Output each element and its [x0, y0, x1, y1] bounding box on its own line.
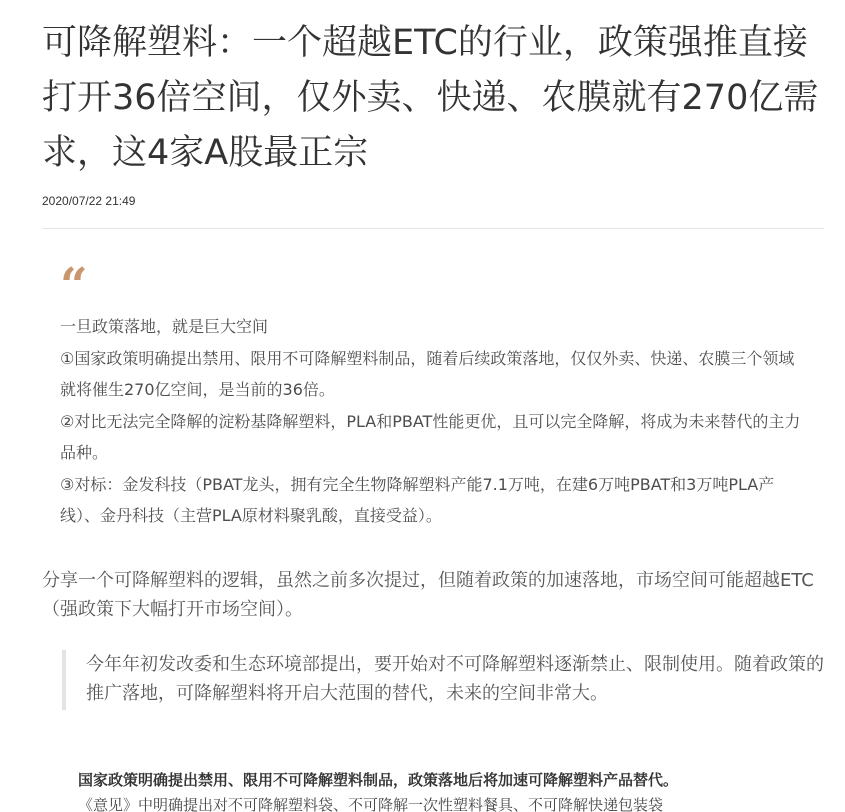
- summary-box: [60, 311, 810, 532]
- summary-line: 一旦政策落地，就是巨大空间: [60, 317, 269, 336]
- summary-line: ②对比无法完全降解的淀粉基降解塑料，PLA和PBAT性能更优，且可以完全降解，将成为未来替代的主力品种。: [60, 411, 801, 462]
- bold-heading: 国家政策明确提出禁用、限用不可降解塑料制品，政策落地后将加速可降解塑料产品替代。: [78, 771, 679, 789]
- article-title: 可降解塑料：一个超越ETC的行业，政策强推直接打开36倍空间，仅外卖、快递、农膜就有270亿需求，这4家A股最正宗: [42, 23, 819, 173]
- blockquote-text: 今年年初发改委和生态环境部提出，要开始对不可降解塑料逐渐禁止、限制使用。随着政策的推广落地，可降解塑料将开启大范围的替代，未来的空间非常大。: [86, 654, 824, 704]
- body-text-cut: 《意见》中明确提出对不可降解塑料袋、不可降解一次性塑料餐具、不可降解快递包装袋: [78, 796, 664, 812]
- summary-line: ①国家政策明确提出禁用、限用不可降解塑料制品，随着后续政策落地，仅仅外卖、快递、农膜三个领域就将催生270亿空间，是当前的36倍。: [60, 348, 795, 399]
- header-divider: [42, 228, 824, 229]
- quote-mark-icon: “: [60, 258, 88, 314]
- intro-paragraph: 分享一个可降解塑料的逻辑，虽然之前多次提过，但随着政策的加速落地，市场空间可能超越ETC（强政策下大幅打开市场空间）。: [42, 570, 814, 620]
- publish-date: 2020/07/22 21:49: [42, 194, 136, 208]
- summary-line: ③对标：金发科技（PBAT龙头，拥有完全生物降解塑料产能7.1万吨，在建6万吨PBAT和3万吨PLA产线）、金丹科技（主营PLA原材料聚乳酸，直接受益）。: [60, 474, 775, 525]
- blockquote: [62, 650, 826, 710]
